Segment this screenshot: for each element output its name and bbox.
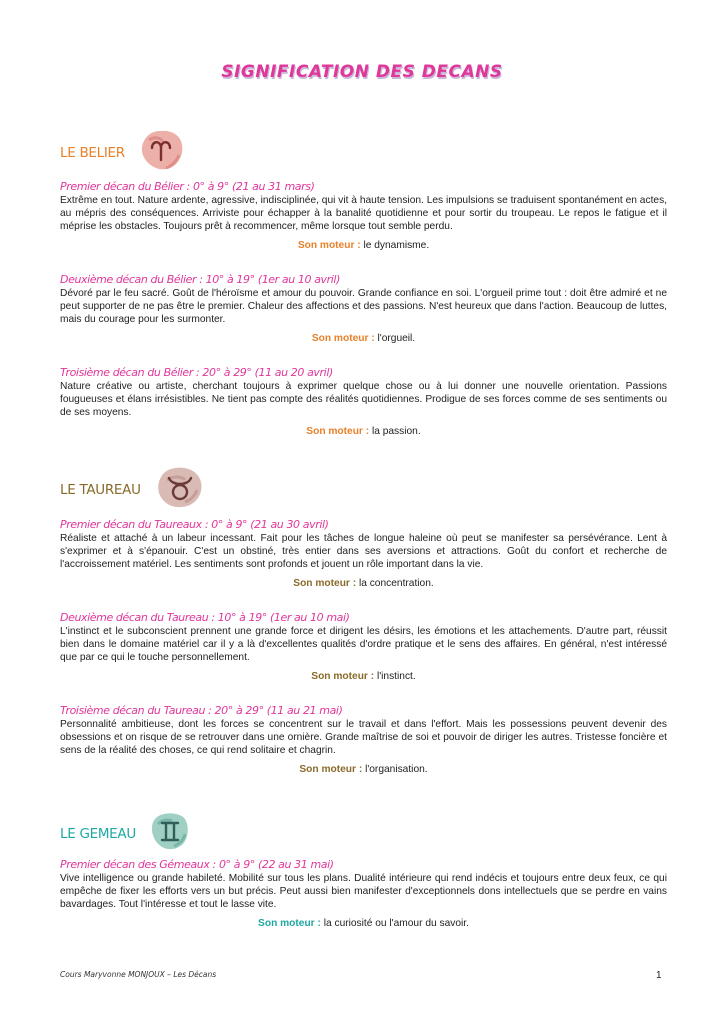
decan-block xyxy=(60,273,667,345)
decan-description: Personnalité ambitieuse, dont les forces se concentrent sur le travail et dans l'effort. Mais les possessions peuvent devenir des obsessions et on risque de se retrouver dans une ornière. Grande maîtrise de soi et pouvoir de diriger les autres. Tristesse foncière et sens de la réalité des choses, ce qui rend solitaire et chagrin. xyxy=(60,719,667,756)
page-title: SIGNIFICATION DES DECANS xyxy=(221,62,503,82)
decan-title: Premier décan du Taureaux : 0° à 9° (21 au 30 avril) xyxy=(60,518,329,531)
decan-block xyxy=(60,518,667,590)
sign-header-taureau xyxy=(60,464,205,515)
decan-title: Premier décan des Gémeaux : 0° à 9° (22 au 31 mai) xyxy=(60,858,334,871)
sign-title-belier: LE BELIER xyxy=(60,144,125,161)
decan-title: Deuxième décan du Bélier : 10° à 19° (1er au 10 avril) xyxy=(60,273,340,286)
decan-description: L'instinct et le subconscient prennent une grande force et dirigent les désirs, les émotions et les attachements. D'autre part, réussit bien dans le domaine matériel car il y a là d'excellentes qualités d'ordre pratique et le sens des affaires. En général, n'est intéressé que par ce qui le touche personnellement. xyxy=(60,626,667,663)
moteur-label: Son moteur : xyxy=(258,918,321,930)
moteur-label: Son moteur : xyxy=(293,578,357,590)
taurus-glyph-icon xyxy=(155,464,205,515)
moteur-line xyxy=(60,332,667,345)
decan-title: Troisième décan du Bélier : 20° à 29° (11 au 20 avril) xyxy=(60,366,333,379)
moteur-line xyxy=(60,763,667,776)
footer-credit: Cours Maryvonne MONJOUX – Les Décans xyxy=(60,970,217,979)
moteur-label: Son moteur : xyxy=(299,764,363,776)
sign-title-taureau: LE TAUREAU xyxy=(60,481,141,498)
decan-description: Extrême en tout. Nature ardente, agressive, indisciplinée, qui vit à haute tension. Les impulsions se traduisent spontanément en actes, au mépris des conséquences. Arriviste pour échapper à la banalité quotidienne et pour sortir du troupeau. Le repos le fatigue et il méprise les obstacles. Toujours prêt à recommencer, même lorsque tout semble perdu. xyxy=(60,195,667,232)
moteur-line xyxy=(60,917,667,930)
sign-header-gemeau xyxy=(60,810,190,857)
moteur-value: l'orgueil. xyxy=(377,333,416,345)
moteur-line xyxy=(60,425,667,438)
moteur-line xyxy=(60,670,667,683)
decan-description: Dévoré par le feu sacré. Goût de l'héroïsme et amour du pouvoir. Grande confiance en soi. L'orgueil prime tout : doit être admiré et ne peut supporter de ne pas être le premier. Chaleur des affections et des passions. N'est heureux que dans l'action. Beaucoup de luttes, mais du courage pour les surmonter. xyxy=(60,288,667,325)
decan-title: Deuxième décan du Taureau : 10° à 19° (1er au 10 mai) xyxy=(60,611,350,624)
moteur-value: le dynamisme. xyxy=(363,240,430,252)
page-number: 1 xyxy=(656,970,662,981)
moteur-value: la passion. xyxy=(371,426,421,438)
sign-title-gemeau: LE GEMEAU xyxy=(60,825,136,842)
decan-block xyxy=(60,180,667,252)
moteur-line xyxy=(60,577,667,590)
decan-block xyxy=(60,611,667,683)
decan-block xyxy=(60,858,667,930)
decan-description: Nature créative ou artiste, cherchant toujours à exprimer quelque chose ou à lui donner une nouvelle orientation. Passions fougueuses et élans irrésistibles. Ne tient pas compte des réalités quotidiennes. Prodigue de ses forces comme de ses sentiments ou de ses moyens. xyxy=(60,381,667,418)
decan-title: Troisième décan du Taureau : 20° à 29° (11 au 21 mai) xyxy=(60,704,343,717)
decan-block xyxy=(60,366,667,438)
moteur-value: l'instinct. xyxy=(376,671,416,683)
moteur-value: la curiosité ou l'amour du savoir. xyxy=(323,918,469,930)
moteur-line xyxy=(60,239,667,252)
moteur-value: l'organisation. xyxy=(365,764,428,776)
moteur-label: Son moteur : xyxy=(311,333,375,345)
moteur-label: Son moteur : xyxy=(297,240,361,252)
decan-description: Vive intelligence ou grande habileté. Mobilité sur tous les plans. Dualité intérieure qui rend indécis et toujours entre deux feux, ce qui empêche de fixer les efforts vers un but précis. Peut aussi bien manifester d'exceptionnels dons intellectuels que se perdre en vains bavardages. Tout l'intéresse et tout le lasse vite. xyxy=(60,873,667,910)
decan-title: Premier décan du Bélier : 0° à 9° (21 au 31 mars) xyxy=(60,180,315,193)
decan-description: Réaliste et attaché à un labeur incessant. Fait pour les tâches de longue haleine où peut se manifester sa persévérance. Lent à s'exprimer et à s'épanouir. C'est un obstiné, très entier dans ses aversions et attractions. Goût du confort et recherche de l'accroissement matériel. Les sentiments sont profonds et jouent un rôle important dans la vie. xyxy=(60,533,667,570)
sign-header-belier xyxy=(60,128,185,177)
moteur-label: Son moteur : xyxy=(306,426,370,438)
moteur-value: la concentration. xyxy=(358,578,434,590)
aries-glyph-icon xyxy=(139,128,185,177)
gemini-glyph-icon xyxy=(150,810,190,857)
moteur-label: Son moteur : xyxy=(311,671,375,683)
decan-block xyxy=(60,704,667,776)
